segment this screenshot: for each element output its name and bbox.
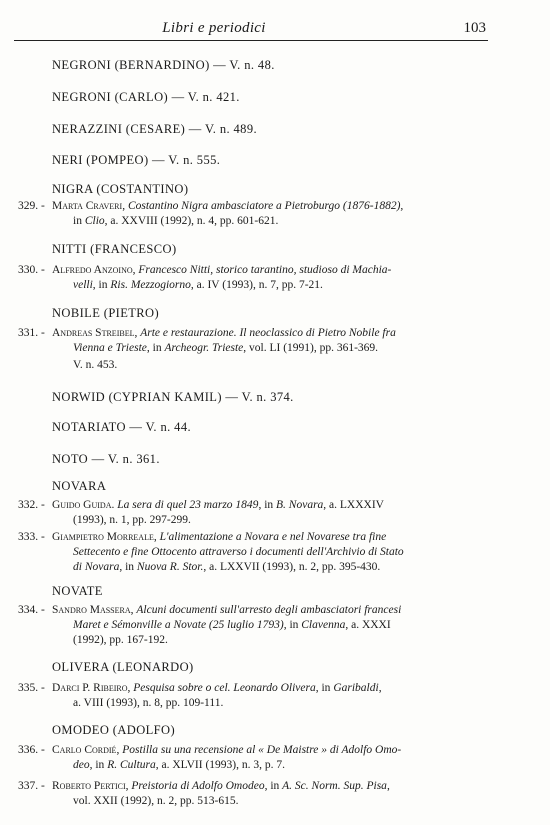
author-name: Alfredo Anzoino (52, 264, 133, 276)
entry-number: 337. - (18, 780, 45, 792)
entry-line (73, 619, 391, 631)
entry-line (52, 780, 390, 792)
citation-text: , a. LXXVII (1993), n. 2, pp. 395-430. (203, 561, 381, 573)
italic-text: A. Sc. Norm. Sup. Pisa (282, 780, 387, 792)
author-name: Guido Guida (52, 499, 112, 511)
entry-line (73, 546, 404, 558)
heading-nobile: NOBILE (PIETRO) (52, 306, 160, 320)
entry-number: 332. - (18, 499, 45, 511)
citation-text: , (130, 604, 137, 616)
citation-text: , in (92, 279, 111, 291)
citation-text: , (125, 780, 132, 792)
citation-text: , (134, 327, 141, 339)
citation-text: , in (119, 561, 137, 573)
citation-text: , in (264, 780, 283, 792)
citation-text: , vol. LI (1991), pp. 361-369. (243, 342, 379, 354)
heading-novate: NOVATE (52, 584, 103, 598)
citation-text: , in (89, 759, 108, 771)
italic-text: di Novara (73, 561, 120, 573)
entry-line (52, 327, 396, 339)
author-name: Roberto Pertici (52, 780, 126, 792)
heading-novara: NOVARA (52, 479, 107, 493)
citation-text: in (73, 215, 85, 227)
citation-text: . (111, 499, 118, 511)
italic-text: Preistoria di Adolfo Omodeo (131, 780, 265, 792)
italic-text: L'alimentazione a Novara e nel Novarese tra fine (159, 531, 387, 543)
author-name: Marta Craveri (52, 200, 123, 212)
italic-text: Nuova R. Stor. (136, 561, 204, 573)
citation-text: , in (258, 499, 277, 511)
heading-negroni-carlo: NEGRONI (CARLO) — V. n. 421. (52, 90, 240, 104)
author-name: Darci P. Ribeiro (52, 682, 128, 694)
entry-line (73, 514, 191, 526)
citation-text: , a. LXXXIV (323, 499, 384, 511)
author-name: Sandro Massera (52, 604, 131, 616)
citation-text: vol. XXII (1992), n. 2, pp. 513-615. (73, 795, 239, 807)
italic-text: R. Cultura (107, 759, 156, 771)
italic-text: Alcuni documenti sull'arresto degli ambasciatori francesi (136, 604, 402, 616)
entry-line (73, 697, 223, 709)
italic-text: Pesquisa sobre o cel. Leonardo Olivera (133, 682, 316, 694)
italic-text: Francesco Nitti, storico tarantino, studioso di Machia- (138, 264, 392, 276)
citation-text: , (132, 264, 139, 276)
entry-number: 336. - (18, 744, 45, 756)
page-number: 103 (463, 20, 486, 36)
heading-nitti: NITTI (FRANCESCO) (52, 242, 177, 256)
entry-line (73, 759, 285, 771)
italic-text: Clio (84, 215, 105, 227)
entry-line (73, 279, 323, 291)
heading-neri: NERI (POMPEO) — V. n. 555. (52, 153, 221, 167)
entry-line (52, 499, 384, 511)
italic-text: Vienna e Trieste (73, 342, 147, 354)
italic-text: Postilla su una recensione al « De Maistre » di Adolfo Omo- (122, 744, 402, 756)
entry-line (52, 264, 391, 276)
citation-text: , a. XXXI (345, 619, 391, 631)
entry-line (73, 634, 168, 646)
running-header (14, 20, 488, 41)
heading-nigra: NIGRA (COSTANTINO) (52, 182, 189, 196)
author-name: Giampietro Morreale (52, 531, 154, 543)
italic-text: Garibaldi (333, 682, 379, 694)
entry-number: 333. - (18, 531, 45, 543)
citation-text: , in (315, 682, 334, 694)
entry-line (52, 604, 401, 616)
citation-text: , a. IV (1993), n. 7, pp. 7-21. (190, 279, 323, 291)
citation-text: , (122, 200, 128, 212)
citation-text: , (127, 682, 134, 694)
heading-noto: NOTO — V. n. 361. (52, 452, 160, 466)
citation-text: , (116, 744, 123, 756)
italic-text: B. Novara (276, 499, 324, 511)
author-name: Carlo Cordié (52, 744, 117, 756)
italic-text: Costantino Nigra ambasciatore a Pietroburgo (1876-1882), (127, 200, 404, 212)
italic-text: Settecento e fine Ottocento attraverso i documenti dell'Archivio di Stato (73, 546, 404, 558)
citation-text: (1993), n. 1, pp. 297-299. (73, 514, 191, 526)
entry-line (73, 342, 378, 354)
citation-text: (1992), pp. 167-192. (73, 634, 168, 646)
italic-text: Maret e Sémonville a Novate (25 luglio 1793) (73, 619, 284, 631)
citation-text: , (386, 780, 390, 792)
citation-text: , a. XLVII (1993), n. 3, p. 7. (155, 759, 286, 771)
italic-text: Archeogr. Trieste (164, 342, 244, 354)
entry-number: 330. - (18, 264, 45, 276)
italic-text: Arte e restaurazione. Il neoclassico di Pietro Nobile fra (140, 327, 396, 339)
running-title: Libri e periodici (162, 20, 266, 36)
entry-line (52, 531, 386, 543)
citation-text: , in (146, 342, 165, 354)
citation-text: , a. XXVIII (1992), n. 4, pp. 601-621. (104, 215, 279, 227)
entry-line (52, 200, 403, 212)
entry-number: 329. - (18, 200, 45, 212)
entry-number: 331. - (18, 327, 45, 339)
citation-text: , (153, 531, 160, 543)
entry-line (73, 215, 278, 227)
italic-text: Clavenna (301, 619, 346, 631)
entry-number: 334. - (18, 604, 45, 616)
entry-line (52, 682, 382, 694)
italic-text: velli (73, 279, 93, 291)
heading-olivera: OLIVERA (LEONARDO) (52, 660, 194, 674)
citation-text: , (378, 682, 382, 694)
entry-line (73, 561, 380, 573)
italic-text: La sera di quel 23 marzo 1849 (117, 499, 259, 511)
heading-negroni-bernardino: NEGRONI (BERNARDINO) — V. n. 48. (52, 58, 275, 72)
author-name: Andreas Streibel (52, 327, 135, 339)
italic-text: Ris. Mezzogiorno (110, 279, 191, 291)
heading-notariato: NOTARIATO — V. n. 44. (52, 420, 192, 434)
entry-number: 335. - (18, 682, 45, 694)
entry-cross-ref: V. n. 453. (73, 359, 118, 371)
citation-text: a. VIII (1993), n. 8, pp. 109-111. (73, 697, 224, 709)
italic-text: deo (73, 759, 90, 771)
citation-text: , in (283, 619, 302, 631)
entry-line (52, 744, 401, 756)
heading-norwid: NORWID (CYPRIAN KAMIL) — V. n. 374. (52, 390, 294, 404)
heading-omodeo: OMODEO (ADOLFO) (52, 723, 176, 737)
heading-nerazzini: NERAZZINI (CESARE) — V. n. 489. (52, 122, 257, 136)
entry-line (73, 795, 238, 807)
